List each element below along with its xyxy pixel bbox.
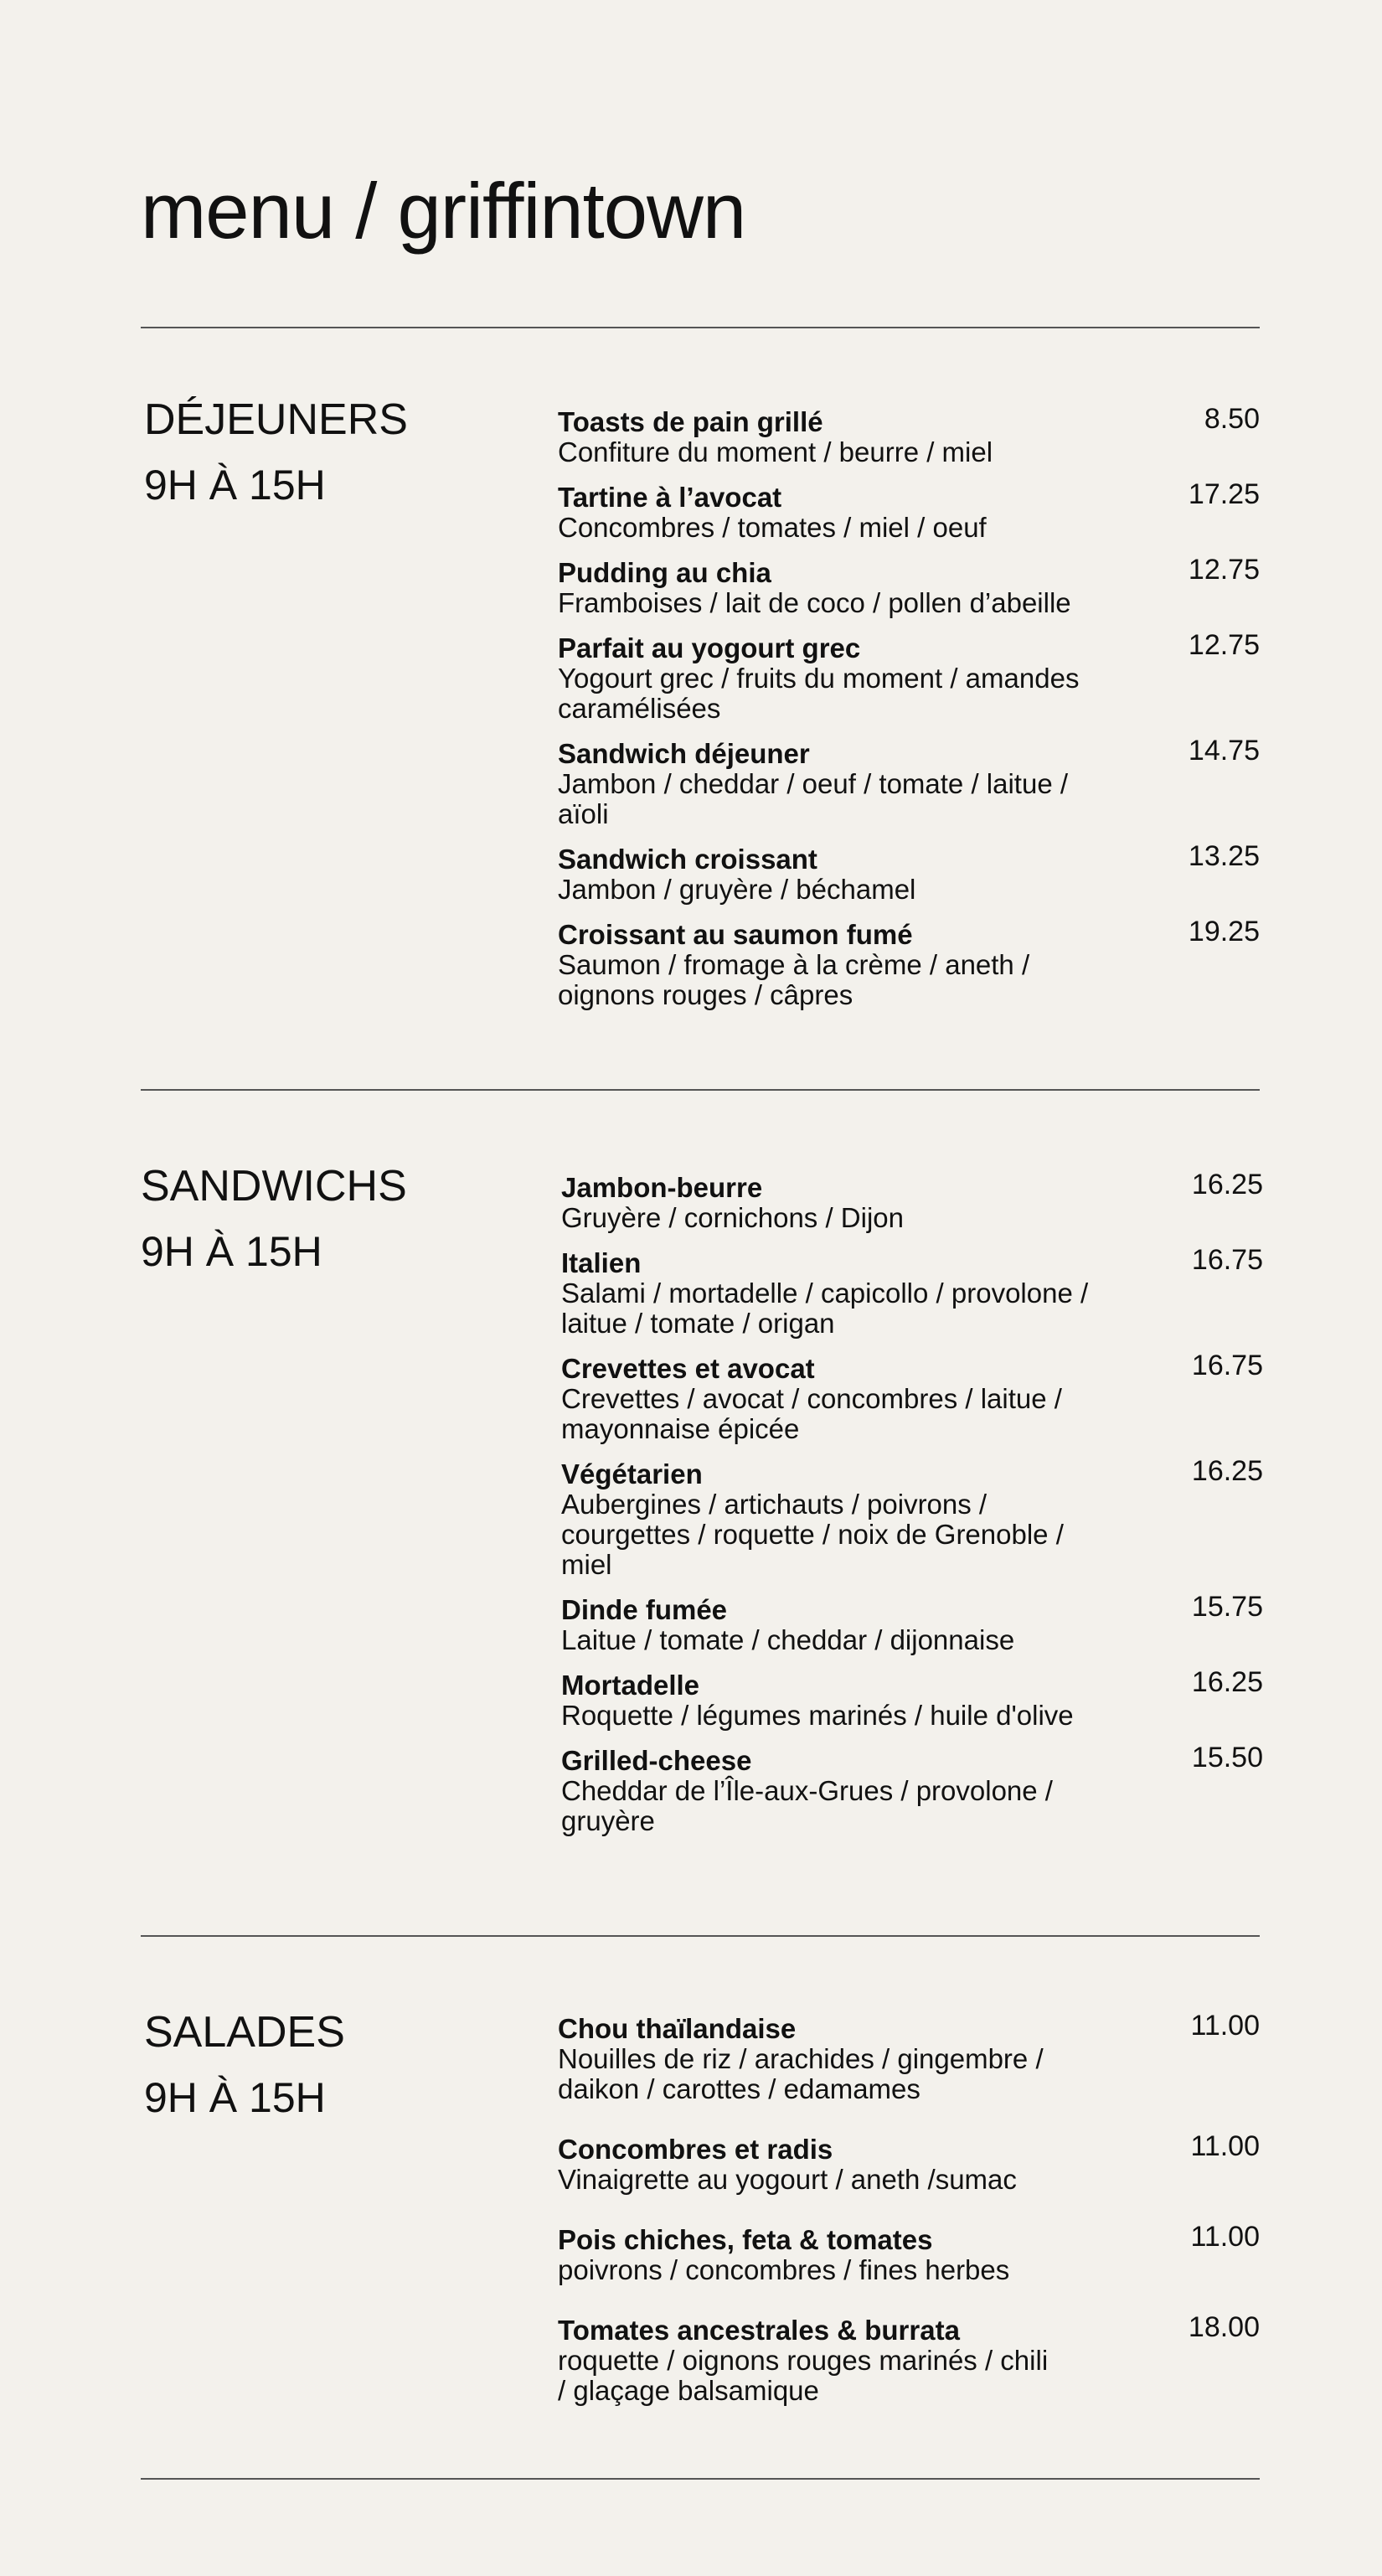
item-name: Végétarien (561, 1458, 703, 1489)
item-description: roquette / oignons rouges marinés / chili / glaçage balsamique (558, 2345, 1049, 2406)
item-name: Croissant au saumon fumé (558, 919, 913, 950)
item-description: Confiture du moment / beurre / miel (558, 436, 993, 467)
section-hours: 9H À 15H (141, 1228, 322, 1275)
divider (141, 1089, 1260, 1091)
item-description: Jambon / cheddar / oeuf / tomate / laitue / aïoli (558, 768, 1069, 829)
section-title: DÉJEUNERS (144, 395, 408, 444)
divider (141, 327, 1260, 328)
menu-item (558, 554, 1260, 618)
menu-item (561, 1666, 1263, 1731)
item-price: 16.75 (1191, 1350, 1263, 1381)
item-name: Tomates ancestrales & burrata (558, 2315, 960, 2346)
item-name: Sandwich croissant (558, 844, 817, 875)
menu-item (561, 1350, 1263, 1444)
item-name: Jambon-beurre (561, 1172, 763, 1203)
section-items-salades (558, 2010, 1260, 2421)
item-price: 12.75 (1188, 629, 1260, 661)
item-price: 16.25 (1191, 1169, 1263, 1200)
item-name: Pois chiches, feta & tomates (558, 2224, 933, 2255)
item-description: poivrons / concombres / fines herbes (558, 2254, 1010, 2285)
item-description: Salami / mortadelle / capicollo / provolone / laitue / tomate / origan (561, 1278, 1089, 1339)
item-price: 16.25 (1191, 1455, 1263, 1487)
item-price: 14.75 (1188, 735, 1260, 767)
item-name: Crevettes et avocat (561, 1353, 815, 1384)
item-description: Jambon / gruyère / béchamel (558, 874, 916, 905)
item-description: Yogourt grec / fruits du moment / amandes caramélisées (558, 663, 1080, 724)
section-items-sandwichs (561, 1169, 1263, 1851)
menu-item (558, 2311, 1260, 2406)
section-header-dejeuners (144, 394, 496, 511)
menu-item (561, 1742, 1263, 1836)
item-price: 16.75 (1191, 1244, 1263, 1276)
item-description: Laitue / tomate / cheddar / dijonnaise (561, 1624, 1015, 1655)
item-price: 11.00 (1190, 2010, 1260, 2042)
item-name: Sandwich déjeuner (558, 738, 810, 769)
item-description: Vinaigrette au yogourt / aneth /sumac (558, 2164, 1017, 2195)
item-name: Tartine à l’avocat (558, 482, 782, 513)
section-title: SALADES (144, 2008, 345, 2057)
menu-item (558, 629, 1260, 724)
menu-item (558, 478, 1260, 543)
item-price: 18.00 (1188, 2311, 1260, 2343)
item-description: Framboises / lait de coco / pollen d’abeille (558, 587, 1071, 618)
page-title: menu / griffintown (141, 167, 746, 255)
section-hours: 9H À 15H (144, 2074, 326, 2121)
item-description: Crevettes / avocat / concombres / laitue / mayonnaise épicée (561, 1383, 1062, 1444)
menu-item (558, 916, 1260, 1010)
menu-item (561, 1244, 1263, 1339)
item-description: Aubergines / artichauts / poivrons / courgettes / roquette / noix de Grenoble / miel (561, 1489, 1064, 1580)
menu-item (561, 1591, 1263, 1655)
item-name: Pudding au chia (558, 557, 771, 588)
item-name: Chou thaïlandaise (558, 2013, 797, 2044)
item-price: 12.75 (1188, 554, 1260, 586)
section-items-dejeuners (558, 403, 1260, 1025)
menu-item (558, 2221, 1260, 2285)
item-price: 11.00 (1190, 2221, 1260, 2253)
menu-item (558, 2130, 1260, 2195)
divider (141, 2478, 1260, 2480)
item-name: Toasts de pain grillé (558, 406, 823, 437)
section-title: SANDWICHS (141, 1162, 407, 1211)
item-price: 8.50 (1204, 403, 1260, 435)
item-price: 11.00 (1190, 2130, 1260, 2162)
item-price: 15.75 (1191, 1591, 1263, 1623)
section-header-sandwichs (141, 1160, 492, 1278)
item-description: Nouilles de riz / arachides / gingembre / daikon / carottes / edamames (558, 2043, 1044, 2104)
menu-item (558, 735, 1260, 829)
item-price: 15.50 (1191, 1742, 1263, 1773)
item-description: Concombres / tomates / miel / oeuf (558, 512, 987, 543)
item-description: Saumon / fromage à la crème / aneth / oignons rouges / câpres (558, 949, 1030, 1010)
menu-item (558, 2010, 1260, 2104)
divider (141, 1935, 1260, 1937)
menu-item (561, 1455, 1263, 1580)
menu-item (558, 403, 1260, 467)
item-name: Concombres et radis (558, 2134, 833, 2165)
item-description: Roquette / légumes marinés / huile d'olive (561, 1700, 1074, 1731)
item-name: Parfait au yogourt grec (558, 632, 861, 663)
item-name: Mortadelle (561, 1670, 700, 1701)
item-name: Grilled-cheese (561, 1745, 752, 1776)
item-price: 16.25 (1191, 1666, 1263, 1698)
item-price: 13.25 (1188, 840, 1260, 872)
section-hours: 9H À 15H (144, 462, 326, 508)
item-name: Italien (561, 1247, 642, 1278)
item-description: Gruyère / cornichons / Dijon (561, 1202, 905, 1233)
item-description: Cheddar de l’Île-aux-Grues / provolone / gruyère (561, 1775, 1053, 1836)
menu-item (558, 840, 1260, 905)
item-price: 17.25 (1188, 478, 1260, 510)
section-header-salades (144, 2006, 496, 2124)
item-price: 19.25 (1188, 916, 1260, 947)
item-name: Dinde fumée (561, 1594, 728, 1625)
menu-item (561, 1169, 1263, 1233)
